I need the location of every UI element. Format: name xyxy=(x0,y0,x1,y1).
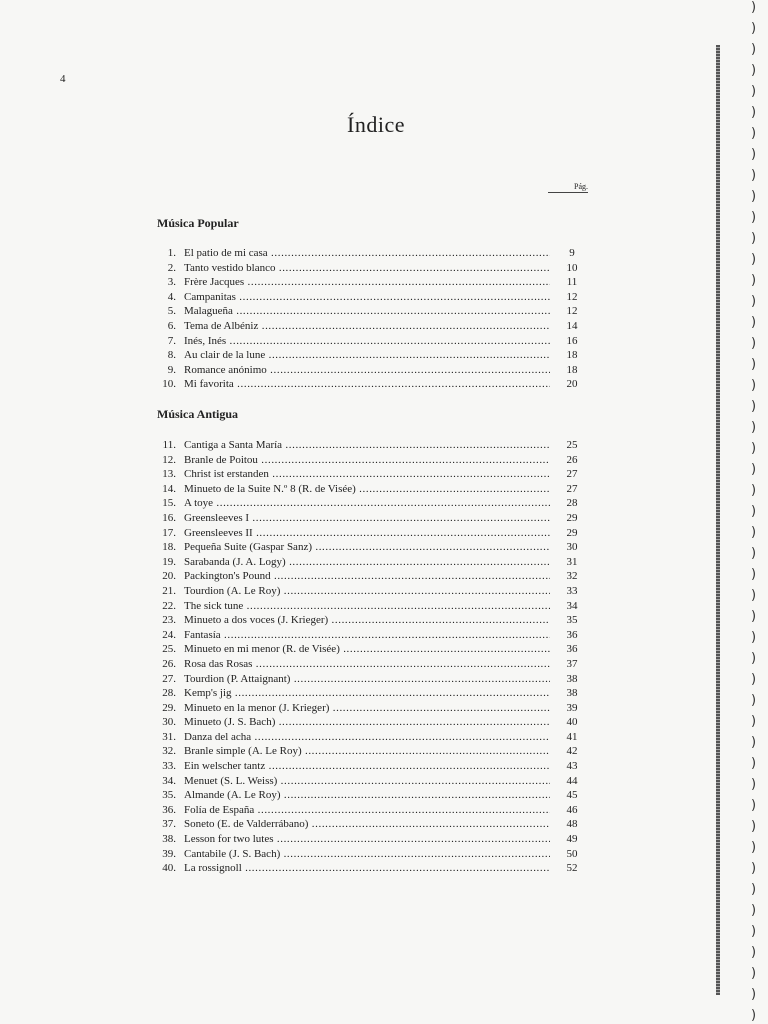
toc-entry xyxy=(150,803,590,818)
entry-title: The sick tune ..... xyxy=(184,599,550,614)
toc-entry xyxy=(150,377,590,392)
entry-page: 31 xyxy=(566,555,578,568)
toc-list-antigua xyxy=(150,438,590,876)
entry-page: 18 xyxy=(566,349,578,362)
binding-hole-icon: ) xyxy=(751,63,757,78)
binding-hole-icon: ) xyxy=(751,378,757,393)
entry-title: Tourdion (P. Attaignant) ..... xyxy=(184,672,550,687)
entry-number: 26. xyxy=(162,657,176,670)
entry-title: Malagueña ..... xyxy=(184,304,550,319)
entry-page: 38 xyxy=(566,687,578,700)
entry-number: 11. xyxy=(162,439,176,451)
entry-page: 29 xyxy=(566,526,578,539)
entry-title: Rosa das Rosas ..... xyxy=(184,657,550,672)
entry-title: Minueto a dos voces (J. Krieger) ..... xyxy=(184,613,550,628)
entry-number: 10. xyxy=(162,378,176,391)
entry-title: Tourdion (A. Le Roy) ..... xyxy=(184,584,550,599)
entry-number: 8. xyxy=(167,349,176,362)
entry-page: 12 xyxy=(566,305,578,318)
entry-number: 1. xyxy=(167,247,176,259)
entry-number: 7. xyxy=(167,334,176,347)
entry-title: Menuet (S. L. Weiss) ..... xyxy=(184,774,550,789)
entry-page: 12 xyxy=(566,290,578,303)
entry-title: Cantiga a Santa María ..... xyxy=(184,438,550,453)
entry-page: 40 xyxy=(566,716,578,729)
entry-title: Sarabanda (J. A. Logy) ..... xyxy=(184,555,550,570)
page-column-header: Pág. xyxy=(548,182,588,193)
binding-hole-icon: ) xyxy=(751,168,757,183)
toc-entry xyxy=(150,334,590,349)
entry-title: Soneto (E. de Valderrábano) ..... xyxy=(184,817,550,832)
entry-page: 27 xyxy=(566,482,578,495)
entry-number: 29. xyxy=(162,701,176,714)
toc-entry xyxy=(150,453,590,468)
entry-title: Minueto (J. S. Bach) ..... xyxy=(184,715,550,730)
toc-entry xyxy=(150,759,590,774)
entry-title: Tema de Albéniz ..... xyxy=(184,319,550,334)
entry-number: 32. xyxy=(162,745,176,758)
toc-entry xyxy=(150,526,590,541)
entry-page: 34 xyxy=(566,599,578,612)
entry-page: 44 xyxy=(566,774,578,787)
toc-entry xyxy=(150,788,590,803)
binding-hole-icon: ) xyxy=(751,504,757,519)
toc-entry xyxy=(150,348,590,363)
entry-title: El patio de mi casa ..... xyxy=(184,246,550,261)
entry-number: 16. xyxy=(162,511,176,524)
toc-entry xyxy=(150,304,590,319)
toc-entry xyxy=(150,817,590,832)
entry-page: 14 xyxy=(566,319,578,332)
entry-number: 12. xyxy=(162,453,176,466)
entry-number: 20. xyxy=(162,570,176,583)
section-title-popular: Música Popular xyxy=(157,216,239,230)
entry-number: 14. xyxy=(162,482,176,495)
binding-hole-icon: ) xyxy=(751,630,757,645)
entry-number: 3. xyxy=(167,276,176,289)
toc-entry xyxy=(150,246,590,261)
entry-page: 39 xyxy=(566,701,578,714)
binding-hole-icon: ) xyxy=(751,441,757,456)
entry-title: Greensleeves II ..... xyxy=(184,526,550,541)
entry-page: 33 xyxy=(566,584,578,597)
entry-number: 35. xyxy=(162,789,176,802)
entry-page: 11 xyxy=(566,276,578,289)
entry-title: Au clair de la lune ..... xyxy=(184,348,550,363)
binding-hole-icon: ) xyxy=(751,357,757,372)
toc-entry xyxy=(150,363,590,378)
entry-page: 48 xyxy=(566,818,578,831)
entry-title: Greensleeves I ..... xyxy=(184,511,550,526)
entry-title: Branle de Poitou ..... xyxy=(184,453,550,468)
binding-hole-icon: ) xyxy=(751,525,757,540)
binding-hole-icon: ) xyxy=(751,882,757,897)
binding-hole-icon: ) xyxy=(751,42,757,57)
entry-number: 21. xyxy=(162,584,176,597)
entry-page: 32 xyxy=(566,570,578,583)
binding-hole-icon: ) xyxy=(751,966,757,981)
toc-entry xyxy=(150,540,590,555)
entry-title: Mi favorita ..... xyxy=(184,377,550,392)
binding-hole-icon: ) xyxy=(751,336,757,351)
binding-hole-icon: ) xyxy=(751,210,757,225)
entry-page: 16 xyxy=(566,334,578,347)
toc-entry xyxy=(150,482,590,497)
entry-title: Minueto en la menor (J. Krieger) ..... xyxy=(184,701,550,716)
entry-number: 28. xyxy=(162,687,176,700)
section-title-antigua: Música Antigua xyxy=(157,407,239,421)
entry-title: Almande (A. Le Roy) ..... xyxy=(184,788,550,803)
entry-page: 36 xyxy=(566,628,578,641)
toc-entry xyxy=(150,613,590,628)
binding-hole-icon: ) xyxy=(751,462,757,477)
binding-hole-icon: ) xyxy=(751,651,757,666)
entry-number: 18. xyxy=(162,541,176,554)
entry-title: Tanto vestido blanco ..... xyxy=(184,261,550,276)
entry-title: Lesson for two lutes ..... xyxy=(184,832,550,847)
entry-page: 35 xyxy=(566,614,578,627)
entry-number: 36. xyxy=(162,803,176,816)
entry-title: Minueto en mi menor (R. de Visée) ..... xyxy=(184,642,550,657)
binding-hole-icon: ) xyxy=(751,84,757,99)
toc-entry xyxy=(150,642,590,657)
entry-page: 52 xyxy=(566,862,578,875)
toc-entry xyxy=(150,275,590,290)
entry-title: Frère Jacques ..... xyxy=(184,275,550,290)
toc-entry xyxy=(150,438,590,453)
binding-hole-icon: ) xyxy=(751,777,757,792)
binding-hole-icon: ) xyxy=(751,756,757,771)
toc-list-popular xyxy=(150,246,590,392)
entry-number: 17. xyxy=(162,526,176,539)
entry-page: 30 xyxy=(566,541,578,554)
entry-page: 36 xyxy=(566,643,578,656)
entry-number: 23. xyxy=(162,614,176,627)
toc-entry xyxy=(150,511,590,526)
toc-entry xyxy=(150,701,590,716)
entry-page: 43 xyxy=(566,760,578,773)
entry-number: 22. xyxy=(162,599,176,612)
binding-hole-icon: ) xyxy=(751,546,757,561)
entry-number: 5. xyxy=(167,305,176,318)
binding-edge xyxy=(716,45,720,995)
entry-number: 6. xyxy=(167,319,176,332)
binding-hole-icon: ) xyxy=(751,105,757,120)
toc-entry xyxy=(150,832,590,847)
toc-entry xyxy=(150,628,590,643)
binding-hole-icon: ) xyxy=(751,945,757,960)
entry-number: 4. xyxy=(167,290,176,303)
entry-page: 25 xyxy=(566,439,578,451)
entry-number: 30. xyxy=(162,716,176,729)
binding-hole-icon: ) xyxy=(751,588,757,603)
entry-title: Minueto de la Suite N.º 8 (R. de Visée) ..... xyxy=(184,482,550,497)
binding-hole-icon: ) xyxy=(751,609,757,624)
entry-title: La rossignoll ..... xyxy=(184,861,550,876)
entry-number: 39. xyxy=(162,847,176,860)
toc-entry xyxy=(150,730,590,745)
page-number: 4 xyxy=(60,73,66,85)
entry-title: Cantabile (J. S. Bach) ..... xyxy=(184,847,550,862)
binding-hole-icon: ) xyxy=(751,924,757,939)
binding-hole-icon: ) xyxy=(751,735,757,750)
entry-title: Danza del acha ..... xyxy=(184,730,550,745)
toc-entry xyxy=(150,290,590,305)
binding-hole-icon: ) xyxy=(751,126,757,141)
entry-number: 37. xyxy=(162,818,176,831)
entry-page: 41 xyxy=(566,730,578,743)
entry-title: Ein welscher tantz ..... xyxy=(184,759,550,774)
toc-entry xyxy=(150,715,590,730)
entry-number: 40. xyxy=(162,862,176,875)
binding-hole-icon: ) xyxy=(751,0,757,15)
entry-title: Romance anónimo ..... xyxy=(184,363,550,378)
toc-entry xyxy=(150,861,590,876)
entry-page: 18 xyxy=(566,363,578,376)
entry-title: Pequeña Suite (Gaspar Sanz) ..... xyxy=(184,540,550,555)
entry-page: 46 xyxy=(566,803,578,816)
binding-hole-icon: ) xyxy=(751,714,757,729)
toc-entry xyxy=(150,744,590,759)
entry-page: 50 xyxy=(566,847,578,860)
binding-hole-icon: ) xyxy=(751,294,757,309)
binding-hole-icon: ) xyxy=(751,693,757,708)
entry-number: 19. xyxy=(162,555,176,568)
entry-title: A toye ..... xyxy=(184,496,550,511)
binding-hole-icon: ) xyxy=(751,819,757,834)
entry-number: 25. xyxy=(162,643,176,656)
binding-hole-icon: ) xyxy=(751,672,757,687)
toc-entry xyxy=(150,319,590,334)
binding-hole-icon: ) xyxy=(751,798,757,813)
entry-number: 13. xyxy=(162,468,176,481)
entry-number: 34. xyxy=(162,774,176,787)
binding-hole-icon: ) xyxy=(751,231,757,246)
entry-title: Fantasía ..... xyxy=(184,628,550,643)
binding-hole-icon: ) xyxy=(751,252,757,267)
binding-hole-icon: ) xyxy=(751,189,757,204)
binding-hole-icon: ) xyxy=(751,483,757,498)
entry-number: 38. xyxy=(162,833,176,846)
entry-number: 24. xyxy=(162,628,176,641)
entry-page: 49 xyxy=(566,833,578,846)
entry-page: 20 xyxy=(566,378,578,391)
entry-title: Branle simple (A. Le Roy) ..... xyxy=(184,744,550,759)
entry-title: Folía de España ..... xyxy=(184,803,550,818)
entry-page: 42 xyxy=(566,745,578,758)
binding-hole-icon: ) xyxy=(751,273,757,288)
toc-entry xyxy=(150,686,590,701)
toc-entry xyxy=(150,569,590,584)
binding-holes xyxy=(749,0,768,1024)
entry-number: 27. xyxy=(162,672,176,685)
binding-hole-icon: ) xyxy=(751,420,757,435)
toc-entry xyxy=(150,599,590,614)
toc-entry xyxy=(150,847,590,862)
entry-page: 26 xyxy=(566,453,578,466)
entry-title: Christ ist erstanden ..... xyxy=(184,467,550,482)
toc-entry xyxy=(150,672,590,687)
entry-page: 27 xyxy=(566,468,578,481)
binding-hole-icon: ) xyxy=(751,567,757,582)
entry-page: 9 xyxy=(569,247,575,259)
binding-hole-icon: ) xyxy=(751,315,757,330)
binding-hole-icon: ) xyxy=(751,1008,757,1023)
toc-entry xyxy=(150,555,590,570)
entry-number: 9. xyxy=(167,363,176,376)
binding-hole-icon: ) xyxy=(751,399,757,414)
entry-number: 2. xyxy=(167,261,176,274)
entry-number: 31. xyxy=(162,730,176,743)
page-title: Índice xyxy=(347,112,405,137)
entry-title: Inés, Inés ..... xyxy=(184,334,550,349)
toc-entry xyxy=(150,261,590,276)
entry-page: 37 xyxy=(566,657,578,670)
binding-hole-icon: ) xyxy=(751,903,757,918)
entry-page: 45 xyxy=(566,789,578,802)
toc-entry xyxy=(150,584,590,599)
entry-page: 10 xyxy=(566,261,578,274)
entry-number: 15. xyxy=(162,497,176,510)
toc-entry xyxy=(150,496,590,511)
entry-page: 38 xyxy=(566,672,578,685)
binding-hole-icon: ) xyxy=(751,21,757,36)
binding-hole-icon: ) xyxy=(751,861,757,876)
entry-title: Packington's Pound ..... xyxy=(184,569,550,584)
entry-number: 33. xyxy=(162,760,176,773)
binding-hole-icon: ) xyxy=(751,840,757,855)
toc-entry xyxy=(150,657,590,672)
toc-entry xyxy=(150,467,590,482)
entry-title: Kemp's jig ..... xyxy=(184,686,550,701)
entry-title: Campanitas ..... xyxy=(184,290,550,305)
binding-hole-icon: ) xyxy=(751,147,757,162)
binding-hole-icon: ) xyxy=(751,987,757,1002)
entry-page: 29 xyxy=(566,511,578,524)
toc-entry xyxy=(150,774,590,789)
entry-page: 28 xyxy=(566,497,578,510)
